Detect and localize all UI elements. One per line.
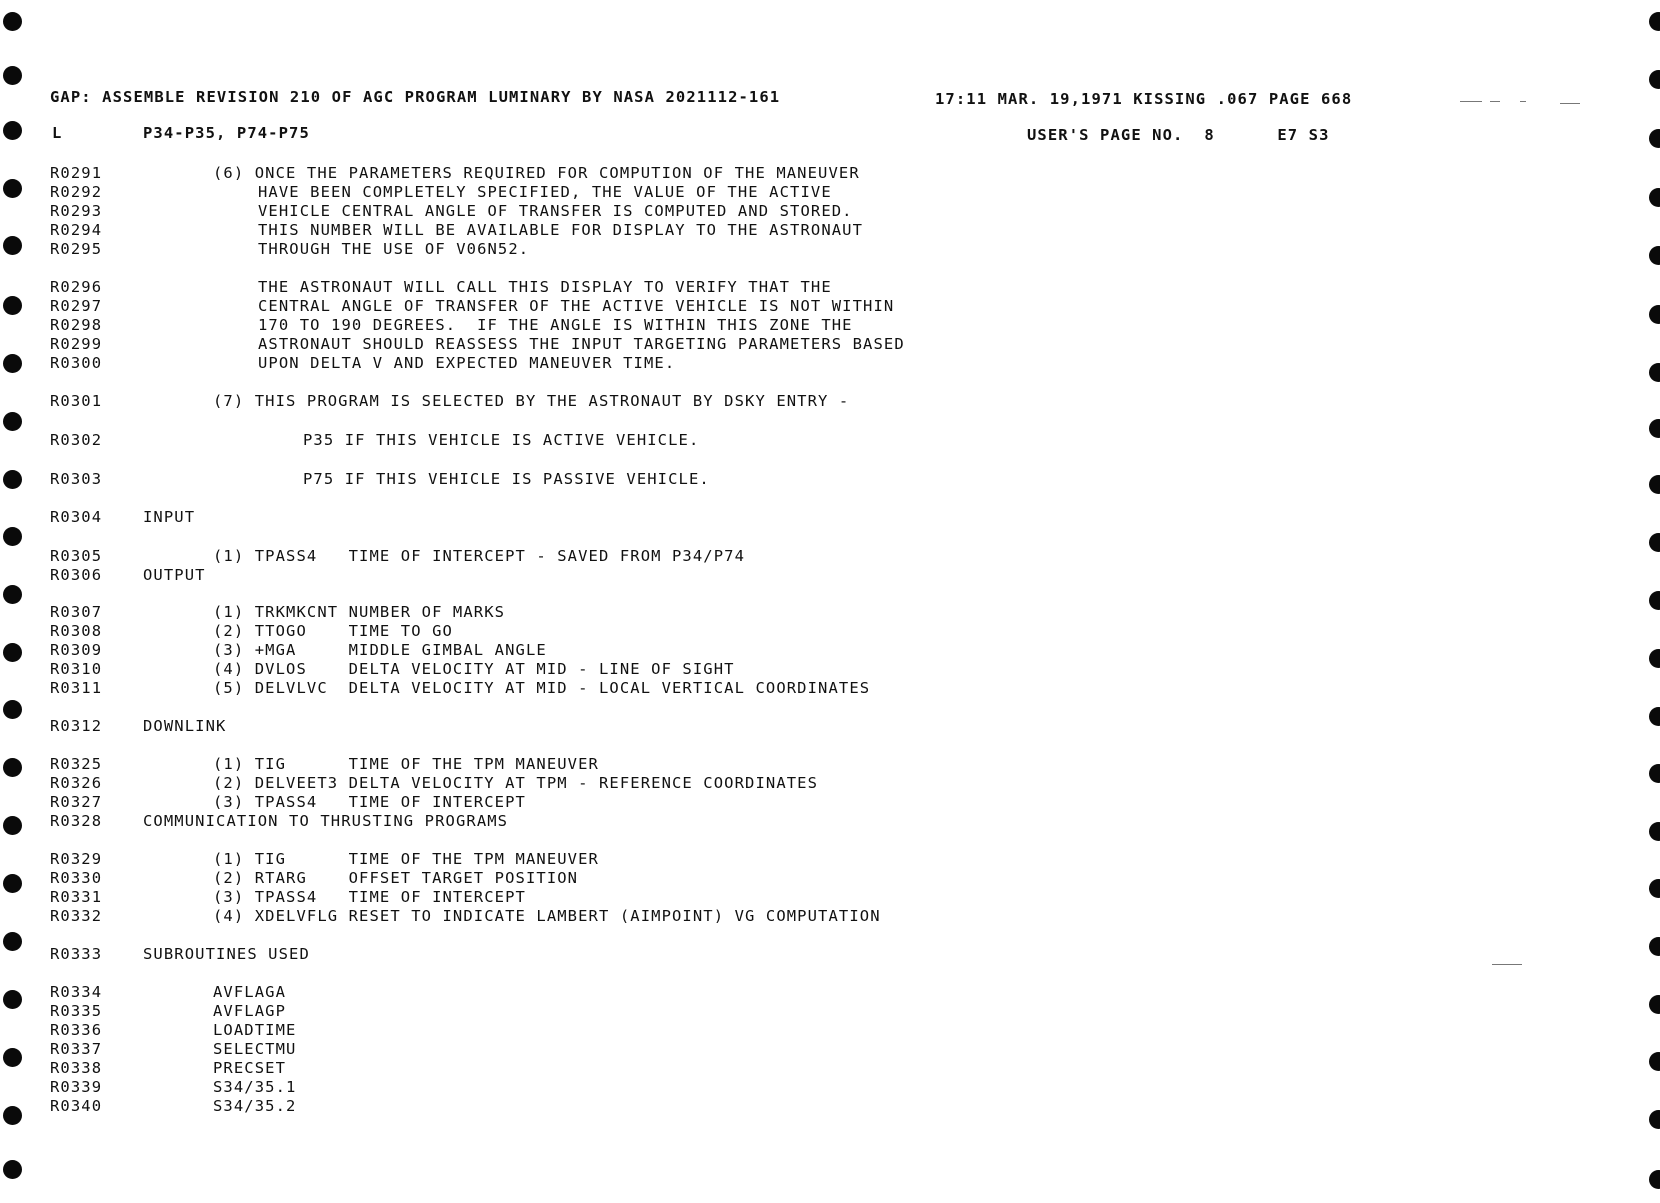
artifact-dash (1520, 101, 1526, 102)
line-text: S34/35.1 (213, 1078, 297, 1096)
feed-hole (1649, 995, 1660, 1014)
line-number: R0301 (50, 392, 103, 410)
feed-hole (1649, 879, 1660, 898)
line-number: R0306 (50, 566, 103, 584)
line-text: PRECSET (213, 1059, 287, 1077)
line-text: CENTRAL ANGLE OF TRANSFER OF THE ACTIVE VEHICLE IS NOT WITHIN (258, 297, 895, 315)
line-number: R0304 (50, 508, 103, 526)
line-number: R0291 (50, 164, 103, 182)
feed-hole (1649, 1052, 1660, 1071)
feed-hole (1649, 419, 1660, 438)
header-program-range: P34-P35, P74-P75 (143, 124, 310, 142)
line-text: (2) RTARG OFFSET TARGET POSITION (213, 869, 579, 887)
feed-hole (1649, 1110, 1660, 1129)
feed-hole (1649, 188, 1660, 207)
feed-hole (1649, 1170, 1660, 1189)
line-text: INPUT (143, 508, 196, 526)
line-number: R0307 (50, 603, 103, 621)
line-text: ASTRONAUT SHOULD REASSESS THE INPUT TARGETING PARAMETERS BASED (258, 335, 905, 353)
line-text: DOWNLINK (143, 717, 227, 735)
feed-hole (1649, 70, 1660, 89)
line-text: SUBROUTINES USED (143, 945, 310, 963)
line-text: SELECTMU (213, 1040, 297, 1058)
line-text: (1) TPASS4 TIME OF INTERCEPT - SAVED FROM P34/P74 (213, 547, 746, 565)
line-number: R0296 (50, 278, 103, 296)
line-number: R0338 (50, 1059, 103, 1077)
feed-hole (1649, 475, 1660, 494)
line-number: R0294 (50, 221, 103, 239)
line-number: R0340 (50, 1097, 103, 1115)
line-number: R0293 (50, 202, 103, 220)
line-text: (2) TTOGO TIME TO GO (213, 622, 453, 640)
header-line1-right: 17:11 MAR. 19,1971 KISSING .067 PAGE 668 (935, 90, 1353, 108)
line-text: COMMUNICATION TO THRUSTING PROGRAMS (143, 812, 509, 830)
line-text: THROUGH THE USE OF V06N52. (258, 240, 530, 258)
header-user-page: USER'S PAGE NO. 8 E7 S3 (1027, 126, 1330, 144)
line-number: R0298 (50, 316, 103, 334)
line-number: R0303 (50, 470, 103, 488)
line-text: AVFLAGP (213, 1002, 287, 1020)
line-text: THIS NUMBER WILL BE AVAILABLE FOR DISPLAY TO THE ASTRONAUT (258, 221, 864, 239)
artifact-dash (1460, 101, 1482, 102)
feed-hole (1649, 822, 1660, 841)
feed-hole (1649, 305, 1660, 324)
line-number: R0302 (50, 431, 103, 449)
feed-hole (1649, 591, 1660, 610)
line-text: (4) XDELVFLG RESET TO INDICATE LAMBERT (AIMPOINT) VG COMPUTATION (213, 907, 881, 925)
line-number: R0333 (50, 945, 103, 963)
line-number: R0328 (50, 812, 103, 830)
line-number: R0299 (50, 335, 103, 353)
line-text: (3) +MGA MIDDLE GIMBAL ANGLE (213, 641, 547, 659)
header-line1-left: GAP: ASSEMBLE REVISION 210 OF AGC PROGRAM LUMINARY BY NASA 2021112-161 (50, 88, 781, 106)
line-text: (1) TRKMKCNT NUMBER OF MARKS (213, 603, 506, 621)
line-text: VEHICLE CENTRAL ANGLE OF TRANSFER IS COMPUTED AND STORED. (258, 202, 853, 220)
feed-hole (1649, 707, 1660, 726)
feed-hole (1649, 764, 1660, 783)
line-number: R0330 (50, 869, 103, 887)
artifact-dash (1492, 964, 1522, 965)
line-text: (3) TPASS4 TIME OF INTERCEPT (213, 793, 526, 811)
line-text: (1) TIG TIME OF THE TPM MANEUVER (213, 755, 599, 773)
line-number: R0310 (50, 660, 103, 678)
line-number: R0336 (50, 1021, 103, 1039)
line-text: (7) THIS PROGRAM IS SELECTED BY THE ASTRONAUT BY DSKY ENTRY - (213, 392, 850, 410)
line-text: S34/35.2 (213, 1097, 297, 1115)
feed-hole (1649, 649, 1660, 668)
line-number: R0327 (50, 793, 103, 811)
line-number: R0334 (50, 983, 103, 1001)
line-text: LOADTIME (213, 1021, 297, 1039)
line-number: R0309 (50, 641, 103, 659)
line-number: R0295 (50, 240, 103, 258)
line-number: R0326 (50, 774, 103, 792)
line-number: R0332 (50, 907, 103, 925)
feed-hole (1649, 246, 1660, 265)
line-text: (2) DELVEET3 DELTA VELOCITY AT TPM - REFERENCE COORDINATES (213, 774, 819, 792)
artifact-dash (1490, 101, 1500, 102)
right-feed-holes (1630, 0, 1660, 1203)
line-text: OUTPUT (143, 566, 206, 584)
line-text: (5) DELVLVC DELTA VELOCITY AT MID - LOCAL VERTICAL COORDINATES (213, 679, 871, 697)
line-number: R0329 (50, 850, 103, 868)
header-listing-marker: L (52, 124, 63, 142)
line-number: R0335 (50, 1002, 103, 1020)
line-number: R0325 (50, 755, 103, 773)
feed-hole (1649, 533, 1660, 552)
line-number: R0308 (50, 622, 103, 640)
line-number: R0300 (50, 354, 103, 372)
line-number: R0297 (50, 297, 103, 315)
line-number: R0339 (50, 1078, 103, 1096)
line-text: HAVE BEEN COMPLETELY SPECIFIED, THE VALUE OF THE ACTIVE (258, 183, 832, 201)
line-text: THE ASTRONAUT WILL CALL THIS DISPLAY TO VERIFY THAT THE (258, 278, 832, 296)
line-text: 170 TO 190 DEGREES. IF THE ANGLE IS WITHIN THIS ZONE THE (258, 316, 853, 334)
line-text: (3) TPASS4 TIME OF INTERCEPT (213, 888, 526, 906)
feed-hole (1649, 363, 1660, 382)
line-number: R0292 (50, 183, 103, 201)
line-text: P75 IF THIS VEHICLE IS PASSIVE VEHICLE. (303, 470, 710, 488)
line-text: P35 IF THIS VEHICLE IS ACTIVE VEHICLE. (303, 431, 700, 449)
line-number: R0312 (50, 717, 103, 735)
line-number: R0337 (50, 1040, 103, 1058)
line-text: (4) DVLOS DELTA VELOCITY AT MID - LINE OF SIGHT (213, 660, 735, 678)
feed-hole (1649, 12, 1660, 31)
line-number: R0311 (50, 679, 103, 697)
line-number: R0305 (50, 547, 103, 565)
line-number: R0331 (50, 888, 103, 906)
line-text: (6) ONCE THE PARAMETERS REQUIRED FOR COMPUTION OF THE MANEUVER (213, 164, 860, 182)
line-text: AVFLAGA (213, 983, 287, 1001)
artifact-dash (1560, 103, 1580, 104)
feed-hole (1649, 129, 1660, 148)
line-text: (1) TIG TIME OF THE TPM MANEUVER (213, 850, 599, 868)
line-text: UPON DELTA V AND EXPECTED MANEUVER TIME. (258, 354, 676, 372)
feed-hole (1649, 937, 1660, 956)
